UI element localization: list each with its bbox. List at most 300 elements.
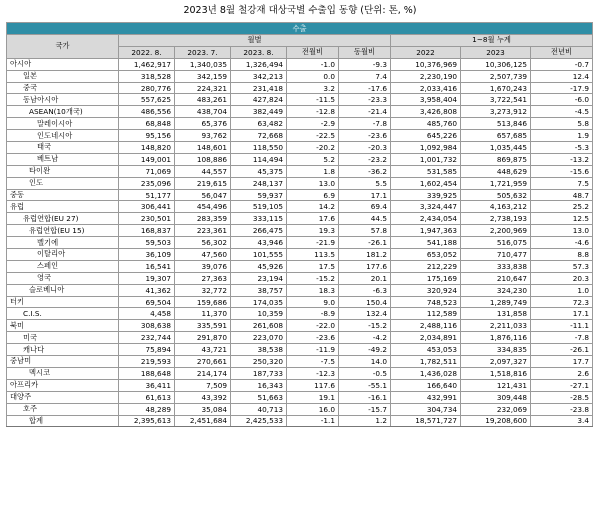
value-cell: 16,343 <box>231 379 287 391</box>
value-cell: 308,638 <box>119 320 175 332</box>
value-cell: 20.1 <box>339 272 391 284</box>
table-row <box>7 237 593 249</box>
value-cell: -23.2 <box>339 153 391 165</box>
value-cell: 505,632 <box>461 189 531 201</box>
value-cell: 1,035,445 <box>461 142 531 154</box>
value-cell: 25.2 <box>531 201 593 213</box>
value-cell: 1.0 <box>531 284 593 296</box>
value-cell: 3,273,912 <box>461 106 531 118</box>
value-cell: -11.5 <box>287 94 339 106</box>
value-cell: 148,601 <box>175 142 231 154</box>
value-cell: 51,177 <box>119 189 175 201</box>
table-row <box>7 344 593 356</box>
value-cell: 36,411 <box>119 379 175 391</box>
value-cell: 324,230 <box>461 284 531 296</box>
value-cell: -5.3 <box>531 142 593 154</box>
value-cell: 14.0 <box>339 356 391 368</box>
value-cell: 61,613 <box>119 391 175 403</box>
value-cell: -2.9 <box>287 118 339 130</box>
value-cell: 23,194 <box>231 272 287 284</box>
value-cell: 432,991 <box>391 391 461 403</box>
value-cell: 3.4 <box>531 415 593 427</box>
value-cell: -15.7 <box>339 403 391 415</box>
country-cell: 유럽 <box>7 201 119 213</box>
value-cell: 653,052 <box>391 249 461 261</box>
value-cell: 56,302 <box>175 237 231 249</box>
value-cell: -15.6 <box>531 165 593 177</box>
value-cell: 250,320 <box>231 356 287 368</box>
table-row <box>7 367 593 379</box>
value-cell: 6.9 <box>287 189 339 201</box>
value-cell: 159,686 <box>175 296 231 308</box>
country-cell: 유럽연합(EU 15) <box>7 225 119 237</box>
value-cell: 3,722,541 <box>461 94 531 106</box>
value-cell: 40,713 <box>231 403 287 415</box>
value-cell: 44,557 <box>175 165 231 177</box>
value-cell: 1,289,749 <box>461 296 531 308</box>
value-cell: -23.6 <box>339 130 391 142</box>
value-cell: 19.1 <box>287 391 339 403</box>
value-cell: -23.6 <box>287 332 339 344</box>
country-cell: 터키 <box>7 296 119 308</box>
value-cell: 280,776 <box>119 82 175 94</box>
value-cell: 342,213 <box>231 70 287 82</box>
value-cell: 304,734 <box>391 403 461 415</box>
value-cell: 72.3 <box>531 296 593 308</box>
table-row <box>7 58 593 70</box>
value-cell: -17.9 <box>531 82 593 94</box>
country-cell: 북미 <box>7 320 119 332</box>
country-cell: 태국 <box>7 142 119 154</box>
value-cell: -22.0 <box>287 320 339 332</box>
value-cell: 112,589 <box>391 308 461 320</box>
country-cell: 인도 <box>7 177 119 189</box>
cumulative-header: 1~8월 누계 <box>391 35 593 47</box>
value-cell: 150.4 <box>339 296 391 308</box>
value-cell: 657,685 <box>461 130 531 142</box>
value-cell: 148,820 <box>119 142 175 154</box>
value-cell: 177.6 <box>339 260 391 272</box>
value-cell: 516,075 <box>461 237 531 249</box>
value-cell: 448,629 <box>461 165 531 177</box>
value-cell: 19,208,600 <box>461 415 531 427</box>
value-cell: 12.5 <box>531 213 593 225</box>
value-cell: -8.9 <box>287 308 339 320</box>
country-cell: 미국 <box>7 332 119 344</box>
value-cell: -4.2 <box>339 332 391 344</box>
value-cell: 334,835 <box>461 344 531 356</box>
value-cell: -20.2 <box>287 142 339 154</box>
value-cell: 9.0 <box>287 296 339 308</box>
table-row <box>7 165 593 177</box>
value-cell: 2,211,033 <box>461 320 531 332</box>
value-cell: 2,395,613 <box>119 415 175 427</box>
value-cell: -7.8 <box>339 118 391 130</box>
value-cell: -15.2 <box>339 320 391 332</box>
value-cell: -0.5 <box>339 367 391 379</box>
value-cell: 10,376,969 <box>391 58 461 70</box>
country-cell: 일본 <box>7 70 119 82</box>
value-cell: -7.5 <box>287 356 339 368</box>
value-cell: 10,359 <box>231 308 287 320</box>
value-cell: 2,097,327 <box>461 356 531 368</box>
value-cell: 19.3 <box>287 225 339 237</box>
table-row <box>7 284 593 296</box>
value-cell: -55.1 <box>339 379 391 391</box>
value-cell: 39,076 <box>175 260 231 272</box>
value-cell: 230,501 <box>119 213 175 225</box>
value-cell: 519,105 <box>231 201 287 213</box>
value-cell: 166,640 <box>391 379 461 391</box>
country-cell: 중국 <box>7 82 119 94</box>
country-cell: 베트남 <box>7 153 119 165</box>
table-row <box>7 177 593 189</box>
value-cell: 1,001,732 <box>391 153 461 165</box>
value-cell: 1,518,816 <box>461 367 531 379</box>
value-cell: 5.8 <box>531 118 593 130</box>
value-cell: 2,425,533 <box>231 415 287 427</box>
value-cell: 168,837 <box>119 225 175 237</box>
value-cell: 45,375 <box>231 165 287 177</box>
table-row <box>7 82 593 94</box>
value-cell: 235,096 <box>119 177 175 189</box>
value-cell: 43,721 <box>175 344 231 356</box>
page-title: 2023년 8월 철강재 대상국별 수출입 동향 (단위: 톤, %) <box>183 5 417 16</box>
value-cell: 333,115 <box>231 213 287 225</box>
value-cell: -13.2 <box>531 153 593 165</box>
table-row <box>7 94 593 106</box>
value-cell: 1,721,959 <box>461 177 531 189</box>
value-cell: 7.4 <box>339 70 391 82</box>
value-cell: 48.7 <box>531 189 593 201</box>
value-cell: 188,648 <box>119 367 175 379</box>
value-cell: 11,370 <box>175 308 231 320</box>
value-cell: 454,496 <box>175 201 231 213</box>
country-cell: 대양주 <box>7 391 119 403</box>
export-band-header: 수출 <box>7 23 593 35</box>
value-cell: 93,762 <box>175 130 231 142</box>
value-cell: 223,361 <box>175 225 231 237</box>
table-row <box>7 296 593 308</box>
value-cell: -23.3 <box>339 94 391 106</box>
value-cell: 1,602,454 <box>391 177 461 189</box>
value-cell: 335,591 <box>175 320 231 332</box>
value-cell: 113.5 <box>287 249 339 261</box>
value-cell: -6.3 <box>339 284 391 296</box>
country-cell: 멕시코 <box>7 367 119 379</box>
value-cell: 483,261 <box>175 94 231 106</box>
col-2022-ytd: 2022 <box>391 46 461 58</box>
monthly-header: 월별 <box>119 35 391 47</box>
col-yoy: 동월비 <box>339 46 391 58</box>
value-cell: 17.1 <box>531 308 593 320</box>
table-row <box>7 272 593 284</box>
value-cell: 485,760 <box>391 118 461 130</box>
country-header: 국가 <box>7 35 119 59</box>
value-cell: 1.2 <box>339 415 391 427</box>
value-cell: 223,070 <box>231 332 287 344</box>
value-cell: 541,188 <box>391 237 461 249</box>
value-cell: 43,946 <box>231 237 287 249</box>
table-row <box>7 391 593 403</box>
value-cell: -11.1 <box>531 320 593 332</box>
value-cell: 748,523 <box>391 296 461 308</box>
value-cell: 65,376 <box>175 118 231 130</box>
value-cell: 149,001 <box>119 153 175 165</box>
value-cell: 1,947,363 <box>391 225 461 237</box>
value-cell: 38,538 <box>231 344 287 356</box>
value-cell: 513,846 <box>461 118 531 130</box>
value-cell: 27,363 <box>175 272 231 284</box>
value-cell: 175,169 <box>391 272 461 284</box>
value-cell: 557,625 <box>119 94 175 106</box>
value-cell: 47,560 <box>175 249 231 261</box>
value-cell: 132.4 <box>339 308 391 320</box>
value-cell: 14.2 <box>287 201 339 213</box>
country-cell: 말레이시아 <box>7 118 119 130</box>
value-cell: 486,556 <box>119 106 175 118</box>
country-cell: 중동 <box>7 189 119 201</box>
value-cell: 4,163,212 <box>461 201 531 213</box>
value-cell: 261,608 <box>231 320 287 332</box>
value-cell: 51,663 <box>231 391 287 403</box>
country-cell: 스페인 <box>7 260 119 272</box>
value-cell: -1.1 <box>287 415 339 427</box>
country-cell: 아시아 <box>7 58 119 70</box>
country-cell: 벨기에 <box>7 237 119 249</box>
country-cell: C.I.S. <box>7 308 119 320</box>
col-ytd-change: 전년비 <box>531 46 593 58</box>
value-cell: 48,289 <box>119 403 175 415</box>
table-body <box>7 58 593 427</box>
value-cell: -4.6 <box>531 237 593 249</box>
value-cell: 1,436,028 <box>391 367 461 379</box>
country-cell: 유럽연합(EU 27) <box>7 213 119 225</box>
value-cell: -36.2 <box>339 165 391 177</box>
table-row <box>7 249 593 261</box>
value-cell: 32,772 <box>175 284 231 296</box>
value-cell: 1,326,494 <box>231 58 287 70</box>
value-cell: 3.2 <box>287 82 339 94</box>
value-cell: 2,434,054 <box>391 213 461 225</box>
table-row <box>7 118 593 130</box>
value-cell: 283,359 <box>175 213 231 225</box>
value-cell: 212,229 <box>391 260 461 272</box>
value-cell: 38,757 <box>231 284 287 296</box>
country-cell: 아프리카 <box>7 379 119 391</box>
table-row <box>7 260 593 272</box>
value-cell: 2,451,684 <box>175 415 231 427</box>
value-cell: -20.3 <box>339 142 391 154</box>
value-cell: -15.2 <box>287 272 339 284</box>
value-cell: 3,958,404 <box>391 94 461 106</box>
export-table <box>6 22 593 427</box>
value-cell: 45,926 <box>231 260 287 272</box>
value-cell: 57.3 <box>531 260 593 272</box>
value-cell: -11.9 <box>287 344 339 356</box>
value-cell: 44.5 <box>339 213 391 225</box>
value-cell: 2,738,193 <box>461 213 531 225</box>
country-cell: 합계 <box>7 415 119 427</box>
value-cell: 438,704 <box>175 106 231 118</box>
value-cell: 117.6 <box>287 379 339 391</box>
value-cell: 306,441 <box>119 201 175 213</box>
value-cell: 291,870 <box>175 332 231 344</box>
value-cell: 232,069 <box>461 403 531 415</box>
value-cell: 214,174 <box>175 367 231 379</box>
value-cell: 20.3 <box>531 272 593 284</box>
value-cell: -21.9 <box>287 237 339 249</box>
col-mom: 전월비 <box>287 46 339 58</box>
value-cell: 17.6 <box>287 213 339 225</box>
value-cell: 1,670,243 <box>461 82 531 94</box>
value-cell: 8.8 <box>531 249 593 261</box>
value-cell: 224,321 <box>175 82 231 94</box>
value-cell: 59,937 <box>231 189 287 201</box>
value-cell: 63,482 <box>231 118 287 130</box>
value-cell: 72,668 <box>231 130 287 142</box>
country-cell: 인도네시아 <box>7 130 119 142</box>
value-cell: 17.1 <box>339 189 391 201</box>
value-cell: 2,230,190 <box>391 70 461 82</box>
value-cell: 108,886 <box>175 153 231 165</box>
col-2023-aug: 2023. 8. <box>231 46 287 58</box>
value-cell: 270,661 <box>175 356 231 368</box>
value-cell: 1,782,511 <box>391 356 461 368</box>
value-cell: 71,069 <box>119 165 175 177</box>
col-2023-jul: 2023. 7. <box>175 46 231 58</box>
value-cell: 16.0 <box>287 403 339 415</box>
value-cell: 1,876,116 <box>461 332 531 344</box>
value-cell: 17.5 <box>287 260 339 272</box>
value-cell: 309,448 <box>461 391 531 403</box>
country-cell: 중남미 <box>7 356 119 368</box>
value-cell: 232,744 <box>119 332 175 344</box>
value-cell: 10,306,125 <box>461 58 531 70</box>
value-cell: 18.3 <box>287 284 339 296</box>
country-cell: 슬로베니아 <box>7 284 119 296</box>
value-cell: 5.2 <box>287 153 339 165</box>
country-cell: 영국 <box>7 272 119 284</box>
value-cell: 266,475 <box>231 225 287 237</box>
value-cell: -1.0 <box>287 58 339 70</box>
country-cell: ASEAN(10개국) <box>7 106 119 118</box>
table-row <box>7 320 593 332</box>
country-cell: 캐나다 <box>7 344 119 356</box>
value-cell: 43,392 <box>175 391 231 403</box>
value-cell: 248,137 <box>231 177 287 189</box>
value-cell: -9.3 <box>339 58 391 70</box>
value-cell: 68,848 <box>119 118 175 130</box>
value-cell: 7,509 <box>175 379 231 391</box>
country-cell: 동남아시아 <box>7 94 119 106</box>
value-cell: 59,503 <box>119 237 175 249</box>
value-cell: -12.3 <box>287 367 339 379</box>
value-cell: 2,034,891 <box>391 332 461 344</box>
value-cell: 12.4 <box>531 70 593 82</box>
value-cell: 95,156 <box>119 130 175 142</box>
value-cell: 131,858 <box>461 308 531 320</box>
value-cell: 181.2 <box>339 249 391 261</box>
value-cell: 19,307 <box>119 272 175 284</box>
value-cell: -17.6 <box>339 82 391 94</box>
value-cell: 7.5 <box>531 177 593 189</box>
value-cell: 187,733 <box>231 367 287 379</box>
value-cell: 36,109 <box>119 249 175 261</box>
table-row <box>7 189 593 201</box>
value-cell: 531,585 <box>391 165 461 177</box>
value-cell: -26.1 <box>531 344 593 356</box>
value-cell: -23.8 <box>531 403 593 415</box>
value-cell: 1,092,984 <box>391 142 461 154</box>
col-2022-aug: 2022. 8. <box>119 46 175 58</box>
value-cell: 69.4 <box>339 201 391 213</box>
value-cell: -21.4 <box>339 106 391 118</box>
value-cell: 1,462,917 <box>119 58 175 70</box>
value-cell: 5.5 <box>339 177 391 189</box>
value-cell: 56,047 <box>175 189 231 201</box>
value-cell: 231,418 <box>231 82 287 94</box>
value-cell: 342,159 <box>175 70 231 82</box>
value-cell: 219,593 <box>119 356 175 368</box>
table-row <box>7 70 593 82</box>
table-row <box>7 379 593 391</box>
value-cell: 3,426,808 <box>391 106 461 118</box>
value-cell: 2,200,969 <box>461 225 531 237</box>
table-row <box>7 403 593 415</box>
value-cell: 101,555 <box>231 249 287 261</box>
value-cell: 75,894 <box>119 344 175 356</box>
table-row <box>7 130 593 142</box>
table-row <box>7 201 593 213</box>
value-cell: -0.7 <box>531 58 593 70</box>
value-cell: 869,875 <box>461 153 531 165</box>
value-cell: 121,431 <box>461 379 531 391</box>
value-cell: 35,084 <box>175 403 231 415</box>
value-cell: 18,571,727 <box>391 415 461 427</box>
value-cell: 2.6 <box>531 367 593 379</box>
value-cell: -12.8 <box>287 106 339 118</box>
value-cell: 17.7 <box>531 356 593 368</box>
value-cell: -28.5 <box>531 391 593 403</box>
value-cell: 57.8 <box>339 225 391 237</box>
value-cell: 13.0 <box>531 225 593 237</box>
value-cell: -7.8 <box>531 332 593 344</box>
value-cell: 318,528 <box>119 70 175 82</box>
table-row <box>7 106 593 118</box>
value-cell: 1.8 <box>287 165 339 177</box>
value-cell: 333,838 <box>461 260 531 272</box>
value-cell: -6.0 <box>531 94 593 106</box>
value-cell: 320,924 <box>391 284 461 296</box>
value-cell: 2,033,416 <box>391 82 461 94</box>
country-cell: 이탈리아 <box>7 249 119 261</box>
table-row <box>7 332 593 344</box>
value-cell: 41,362 <box>119 284 175 296</box>
value-cell: 645,226 <box>391 130 461 142</box>
value-cell: -26.1 <box>339 237 391 249</box>
value-cell: 16,541 <box>119 260 175 272</box>
table-row <box>7 142 593 154</box>
value-cell: -22.5 <box>287 130 339 142</box>
value-cell: 69,504 <box>119 296 175 308</box>
country-cell: 타이완 <box>7 165 119 177</box>
value-cell: 174,035 <box>231 296 287 308</box>
value-cell: 210,647 <box>461 272 531 284</box>
value-cell: -27.1 <box>531 379 593 391</box>
table-row <box>7 153 593 165</box>
country-cell: 호주 <box>7 403 119 415</box>
